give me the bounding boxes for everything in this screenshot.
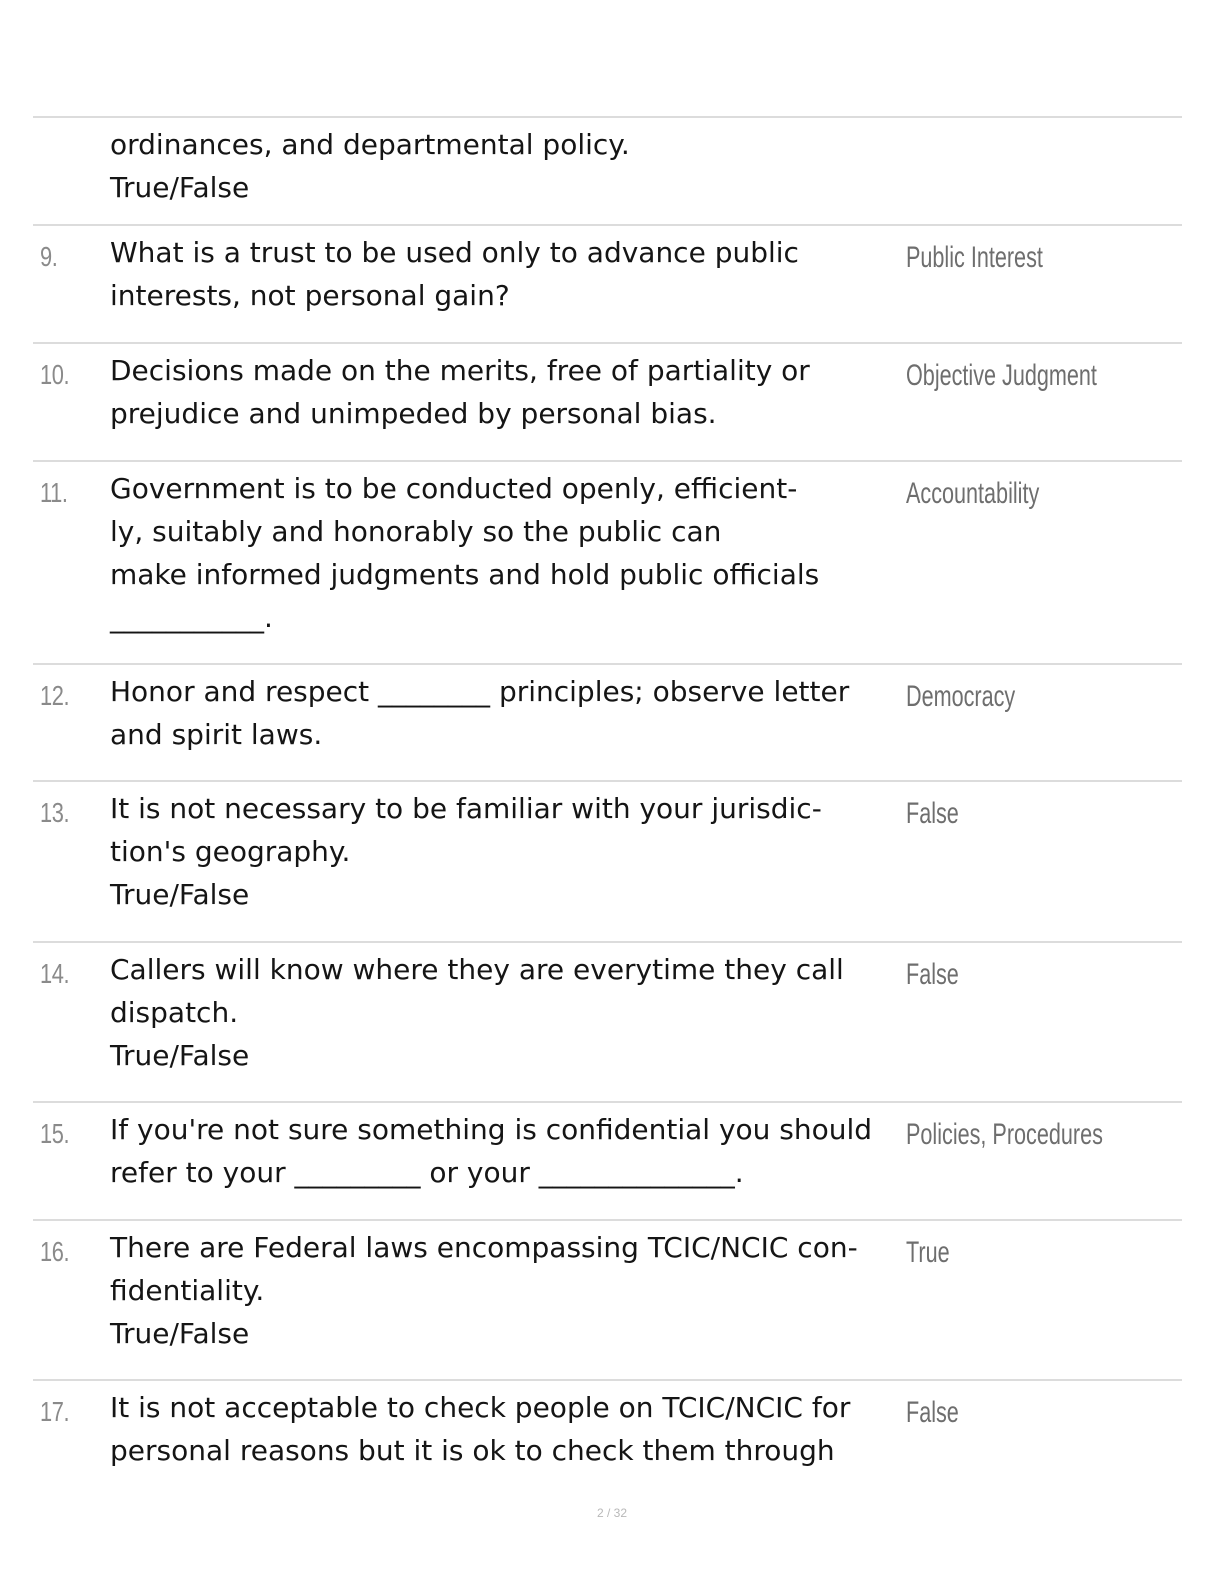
question-text: It is not necessary to be familiar with your jurisdic- tion's geography. True/False — [110, 792, 822, 911]
question-text: It is not acceptable to check people on TCIC/NCIC for personal reasons but it is ok to check them through — [110, 1391, 851, 1467]
list-item — [33, 1219, 1182, 1379]
list-item — [33, 116, 1182, 224]
answer-text: Public Interest — [906, 241, 1043, 274]
question-text: What is a trust to be used only to advance public interests, not personal gain? — [110, 236, 799, 312]
list-item — [33, 1101, 1182, 1219]
answer-text: True — [906, 1236, 950, 1269]
question-number: 13. — [40, 797, 70, 828]
question-number: 17. — [40, 1396, 70, 1427]
answer-text: Objective Judgment — [906, 359, 1097, 392]
page-number: 2 / 32 — [596, 1506, 628, 1520]
answer-text: Democracy — [906, 680, 1016, 713]
list-item — [33, 780, 1182, 941]
list-item — [33, 460, 1182, 663]
question-number: 14. — [40, 958, 70, 989]
answer-text: False — [906, 797, 959, 830]
question-number: 16. — [40, 1236, 70, 1267]
list-item — [33, 663, 1182, 780]
list-item — [33, 342, 1182, 460]
question-text: If you're not sure something is confidential you should refer to your _________ or your ______________. — [110, 1113, 873, 1189]
question-number: 12. — [40, 680, 70, 711]
question-number: 11. — [40, 477, 68, 508]
question-text: Government is to be conducted openly, efficient- ly, suitably and honorably so the public can make informed judgments and hold public officials ___________. — [110, 472, 820, 634]
list-item — [33, 1379, 1182, 1489]
question-text: ordinances, and departmental policy. True/False — [110, 128, 630, 204]
question-number: 9. — [40, 241, 58, 272]
list-item — [33, 224, 1182, 342]
answer-text: Policies, Procedures — [906, 1118, 1103, 1151]
flashcard-list — [33, 116, 1182, 1489]
answer-text: Accountability — [906, 477, 1040, 510]
question-number: 10. — [40, 359, 70, 390]
question-number: 15. — [40, 1118, 70, 1149]
answer-text: False — [906, 958, 959, 991]
list-item — [33, 941, 1182, 1101]
question-text: Callers will know where they are everytime they call dispatch. True/False — [110, 953, 844, 1072]
question-text: There are Federal laws encompassing TCIC/NCIC con- fidentiality. True/False — [110, 1231, 858, 1350]
answer-text: False — [906, 1396, 959, 1429]
question-text: Honor and respect ________ principles; observe letter and spirit laws. — [110, 675, 850, 751]
question-text: Decisions made on the merits, free of partiality or prejudice and unimpeded by personal bias. — [110, 354, 810, 430]
